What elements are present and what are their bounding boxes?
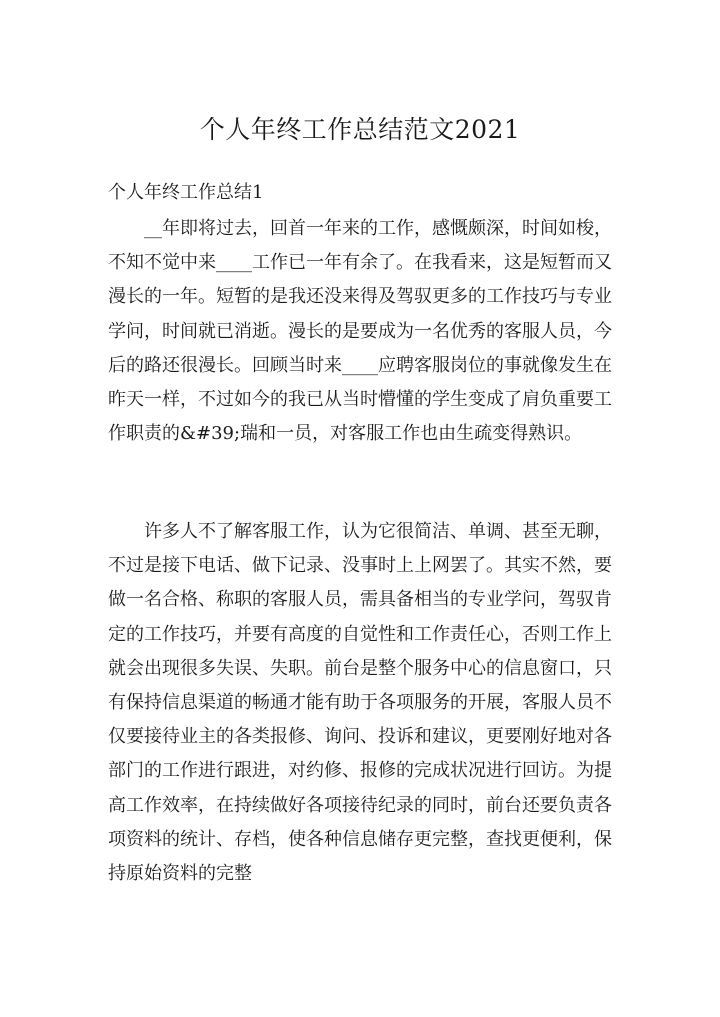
document-title: 个人年终工作总结范文2021 bbox=[199, 115, 521, 144]
paragraph-1: __年即将过去，回首一年来的工作，感慨颇深，时间如梭，不知不觉中来____工作已一年有余了。在我看来，这是短暂而又漫长的一年。短暂的是我还没来得及驾驭更多的工作技巧与专业学问，时间就已消逝。漫长的是要成为一名优秀的客服人员，今后的路还很漫长。回顾当时来____应聘客服岗位的事就像发生在昨天一样，不过如今的我已从当时懵懂的学生变成了肩负重要工作职责的&#39;瑞和一员，对客服工作也由生疏变得熟识。 bbox=[108, 218, 612, 445]
section-heading: 个人年终工作总结1 bbox=[108, 182, 264, 203]
paragraph-2: 许多人不了解客服工作，认为它很简洁、单调、甚至无聊，不过是接下电话、做下记录、没事时上上网罢了。其实不然，要做一名合格、称职的客服人员，需具备相当的专业学问，驾驭肯定的工作技巧，并要有高度的自觉性和工作责任心，否则工作上就会出现很多失误、失职。前台是整个服务中心的信息窗口，只有保持信息渠道的畅通才能有助于各项服务的开展，客服人员不仅要接待业主的各类报修、询问、投诉和建议，更要刚好地对各部门的工作进行跟进，对约修、报修的完成状况进行回访。为提高工作效率，在持续做好各项接待纪录的同时，前台还要负责各项资料的统计、存档，使各种信息储存更完整，查找更便利，保持原始资料的完整 bbox=[108, 521, 612, 885]
